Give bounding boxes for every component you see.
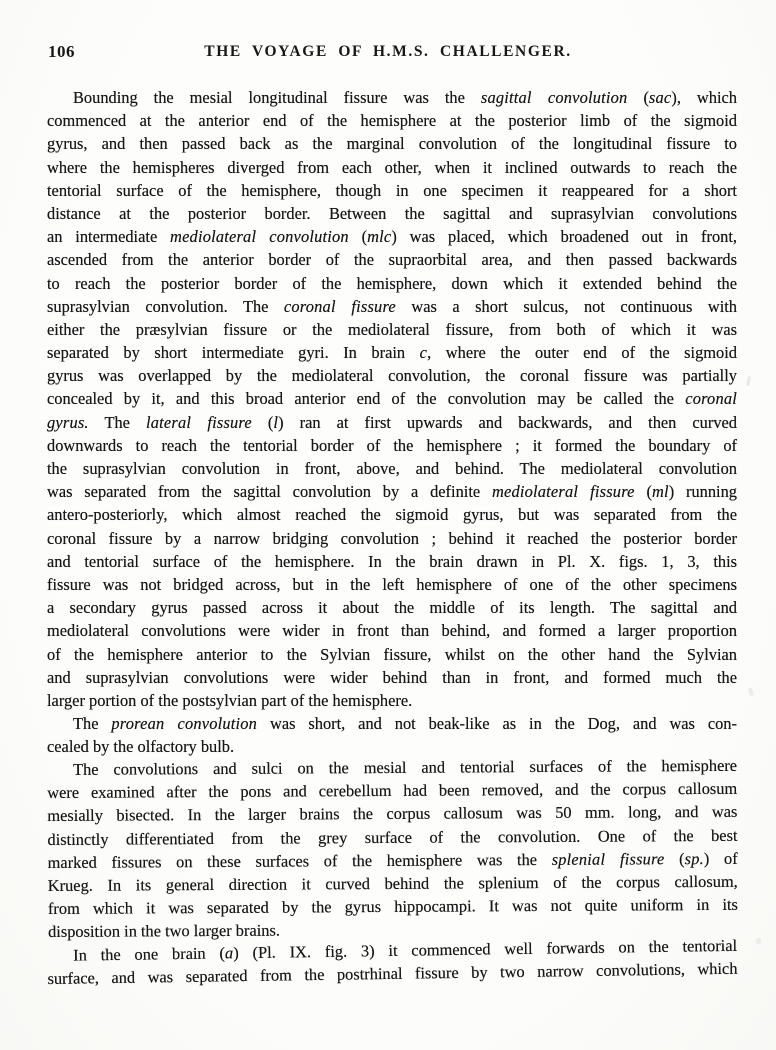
italic-term: sagittal convolution bbox=[480, 88, 628, 107]
italic-term: mediolateral convolution bbox=[170, 227, 349, 247]
text-line: The prorean convolution was short, and not beak-like as in the Dog, and was con- bbox=[73, 714, 737, 734]
text-line: mediolateral convolutions were wider in front than behind, and formed a larger proportion bbox=[47, 621, 737, 641]
text-line: surface, and was separated from the postrhinal fissure by two narrow convolutions, which bbox=[47, 958, 738, 989]
page-number: 106 bbox=[48, 42, 75, 61]
italic-term: gyrus. bbox=[47, 412, 89, 432]
text-line: disposition in the two larger brains. bbox=[48, 921, 280, 942]
scan-artifact bbox=[746, 376, 751, 386]
text-line: gyrus. The lateral fissure (l) ran at first upwards and backwards, and then curved bbox=[47, 412, 737, 432]
text-line: fissure was not bridged across, but in the left hemisphere of one of the other specimens bbox=[47, 574, 737, 594]
scan-artifact bbox=[748, 688, 754, 697]
text-line: coronal fissure by a narrow bridging convolution ; behind it reached the posterior border bbox=[47, 528, 737, 548]
text-line: gyrus was overlapped by the mediolateral convolution, the coronal fissure was partially bbox=[47, 366, 737, 386]
text-line: a secondary gyrus passed across it about the middle of its length. The sagittal and bbox=[47, 598, 737, 618]
text-line: of the hemisphere anterior to the Sylvian fissure, whilst on the other hand the Sylvian bbox=[47, 644, 737, 664]
text-line: concealed by it, and this broad anterior end of the convolution may be called the coronal bbox=[47, 389, 737, 409]
text-line: distinctly differentiated from the grey surface of the convolution. One of the best bbox=[47, 825, 738, 849]
text-line: cealed by the olfactory bulb. bbox=[47, 737, 235, 757]
running-title: THE VOYAGE OF H.M.S. CHALLENGER. bbox=[204, 43, 572, 60]
text-line: were examined after the pons and cerebellum had been removed, and the corpus callosum bbox=[47, 779, 738, 803]
text-line: downwards to reach the tentorial border of the hemisphere ; it formed the boundary of bbox=[47, 435, 737, 455]
text-line: In the one brain (a) (Pl. IX. fig. 3) it commenced well forwards on the tentorial bbox=[73, 935, 738, 965]
italic-term: splenial fissure bbox=[551, 849, 665, 870]
italic-term: coronal fissure bbox=[283, 296, 396, 316]
paragraph bbox=[47, 712, 737, 758]
text-line: separated by short intermediate gyri. In brain c, where the outer end of the sigmoid bbox=[47, 343, 737, 363]
italic-term: ml bbox=[651, 482, 669, 502]
page-body bbox=[47, 86, 737, 990]
text-line: was separated from the sagittal convolution by a definite mediolateral fissure (ml) running bbox=[47, 482, 737, 502]
text-line: antero-posteriorly, which almost reached the sigmoid gyrus, but was separated from the bbox=[47, 505, 737, 525]
italic-term: mlc bbox=[367, 227, 392, 247]
text-line: to reach the posterior border of the hemisphere, down which it extended behind the bbox=[47, 273, 737, 293]
italic-term: mediolateral fissure bbox=[491, 482, 635, 502]
text-line: marked fissures on these surfaces of the hemisphere was the splenial fissure (sp.) of bbox=[47, 848, 738, 873]
paragraph bbox=[47, 754, 738, 944]
text-line: ascended from the anterior border of the supraorbital area, and then passed backwards bbox=[47, 250, 737, 270]
text-line: Bounding the mesial longitudinal fissure was the sagittal convolution (sac), which bbox=[73, 88, 737, 107]
scan-artifact bbox=[756, 938, 761, 944]
italic-term: l bbox=[273, 412, 279, 432]
text-line: larger portion of the postsylvian part of the hemisphere. bbox=[47, 690, 413, 710]
text-line: an intermediate mediolateral convolution (mlc) was placed, which broadened out in front, bbox=[47, 227, 737, 247]
text-line: and suprasylvian convolutions were wider behind than in front, and formed much the bbox=[47, 667, 737, 687]
italic-term: sp. bbox=[684, 849, 704, 869]
text-line: tentorial surface of the hemisphere, though in one specimen it reappeared for a short bbox=[47, 180, 737, 200]
text-line: from which it was separated by the gyrus hippocampi. It was not quite uniform in its bbox=[47, 895, 738, 919]
text-line: where the hemispheres diverged from each other, when it inclined outwards to reach the bbox=[47, 157, 737, 177]
paragraph bbox=[47, 86, 737, 712]
text-line: suprasylvian convolution. The coronal fissure was a short sulcus, not continuous with bbox=[47, 296, 737, 316]
text-line: and tentorial surface of the hemisphere. In the brain drawn in Pl. X. figs. 1, 3, this bbox=[47, 551, 737, 571]
text-line: the suprasylvian convolution in front, above, and behind. The mediolateral convolution bbox=[47, 459, 737, 478]
paragraph bbox=[47, 934, 738, 991]
page-header bbox=[0, 42, 776, 62]
italic-term: sac bbox=[648, 88, 672, 107]
text-line: either the præsylvian fissure or the mediolateral fissure, from both of which it was bbox=[47, 319, 737, 339]
text-line: mesially bisected. In the larger brains the corpus callosum was 50 mm. long, and was bbox=[47, 802, 738, 826]
italic-term: c bbox=[419, 343, 428, 363]
text-line: Krueg. In its general direction it curved behind the splenium of the corpus callosum, bbox=[47, 872, 738, 896]
text-line: distance at the posterior border. Between the sagittal and suprasylvian convolutions bbox=[47, 203, 737, 223]
text-line: commenced at the anterior end of the hemisphere at the posterior limb of the sigmoid bbox=[47, 111, 737, 131]
text-line: gyrus, and then passed back as the marginal convolution of the longitudinal fissure to bbox=[47, 134, 737, 154]
italic-term: a bbox=[224, 943, 234, 963]
italic-term: coronal bbox=[685, 389, 737, 409]
italic-term: lateral fissure bbox=[146, 412, 252, 432]
text-line: The convolutions and sulci on the mesial and tentorial surfaces of the hemisphere bbox=[73, 756, 738, 780]
italic-term: prorean convolution bbox=[111, 714, 258, 734]
